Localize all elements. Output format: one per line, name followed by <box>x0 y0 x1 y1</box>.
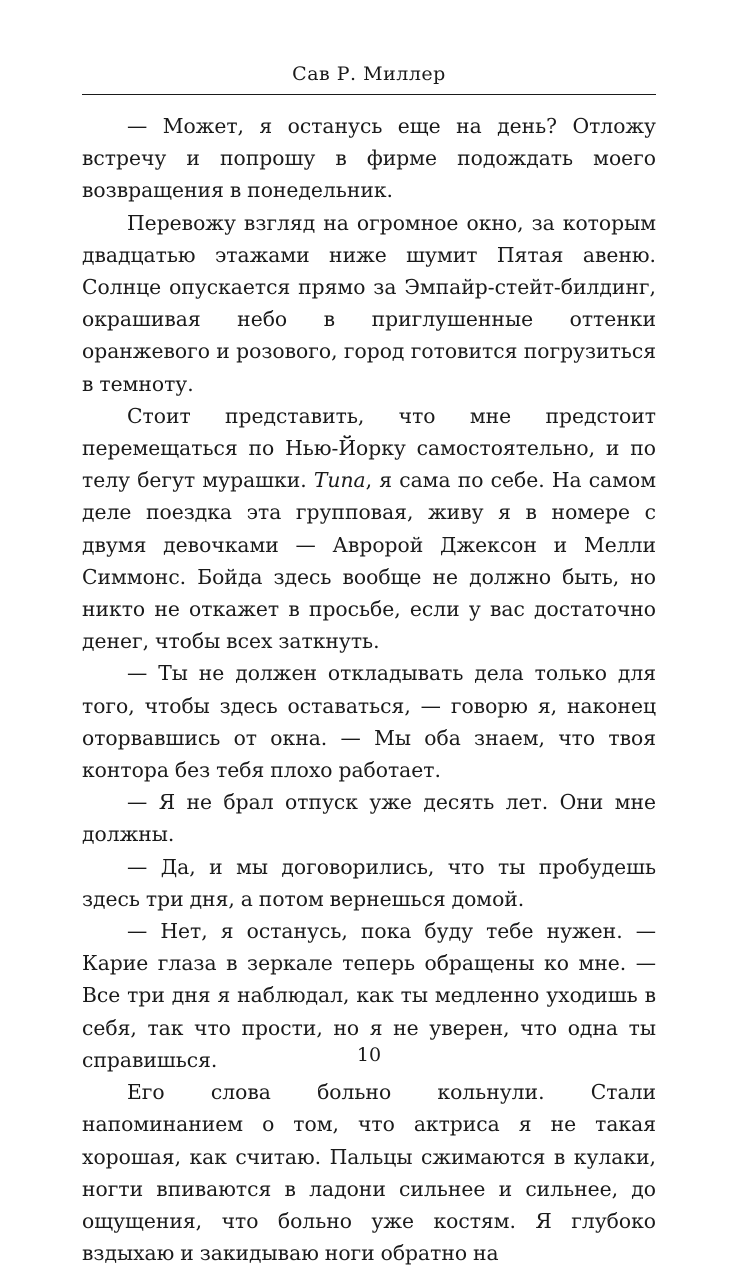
running-head: Сав Р. Миллер <box>292 63 446 85</box>
paragraph: Перевожу взгляд на огромное окно, за которым двадцатью этажами ниже шумит Пятая авеню. Солнце опускается прямо за Эмпайр-стейт-билдинг, окрашивая небо в приглушенные оттенки оранжевого и розового, город готовится погрузиться в темноту. <box>82 210 656 396</box>
paragraph-text: , я сама по себе. На самом деле поездка эта групповая, живу я в номере с двумя девочками — Авророй Джексон и Мелли Симмонс. Бойда здесь вообще не должно быть, но никто не откажет в просьбе, если у вас достаточно денег, чтобы всех заткнуть. <box>82 468 656 654</box>
paragraph: — Нет, я останусь, пока буду тебе нужен. — Карие глаза в зеркале теперь обращены ко мне. — Все три дня я наблюдал, как ты медленно уходишь в себя, так что прости, но я не уверен, что одна ты справишься. <box>82 919 656 1072</box>
paragraph: Его слова больно кольнули. Стали напоминанием о том, что актриса я не такая хорошая, как считаю. Пальцы сжимаются в кулаки, ногти впиваются в ладони сильнее и сильнее, до ощущения, что больно уже костям. Я глубоко вздыхаю и закидываю ноги обратно на <box>82 1080 656 1266</box>
paragraph: — Я не брал отпуск уже десять лет. Они мне должны. <box>82 790 656 847</box>
body-text <box>82 110 656 1269</box>
header-rule <box>82 94 656 95</box>
italic-emphasis: Типа <box>313 468 366 493</box>
paragraph: — Ты не должен откладывать дела только для того, чтобы здесь оставаться, — говорю я, наконец оторвавшись от окна. — Мы оба знаем, что твоя контора без тебя плохо работает. <box>82 661 656 783</box>
paragraph: — Может, я останусь еще на день? Отложу встречу и попрошу в фирме подождать моего возвращения в понедельник. <box>82 114 656 203</box>
page-number: 10 <box>356 1044 382 1066</box>
paragraph <box>82 400 656 658</box>
paragraph-text: Стоит представить, что мне предстоит перемещаться по Нью-Йорку самостоятельно, и по телу бегут мурашки. <box>82 403 656 493</box>
paragraph: — Да, и мы договорились, что ты пробудешь здесь три дня, а потом вернешься домой. <box>82 854 656 911</box>
